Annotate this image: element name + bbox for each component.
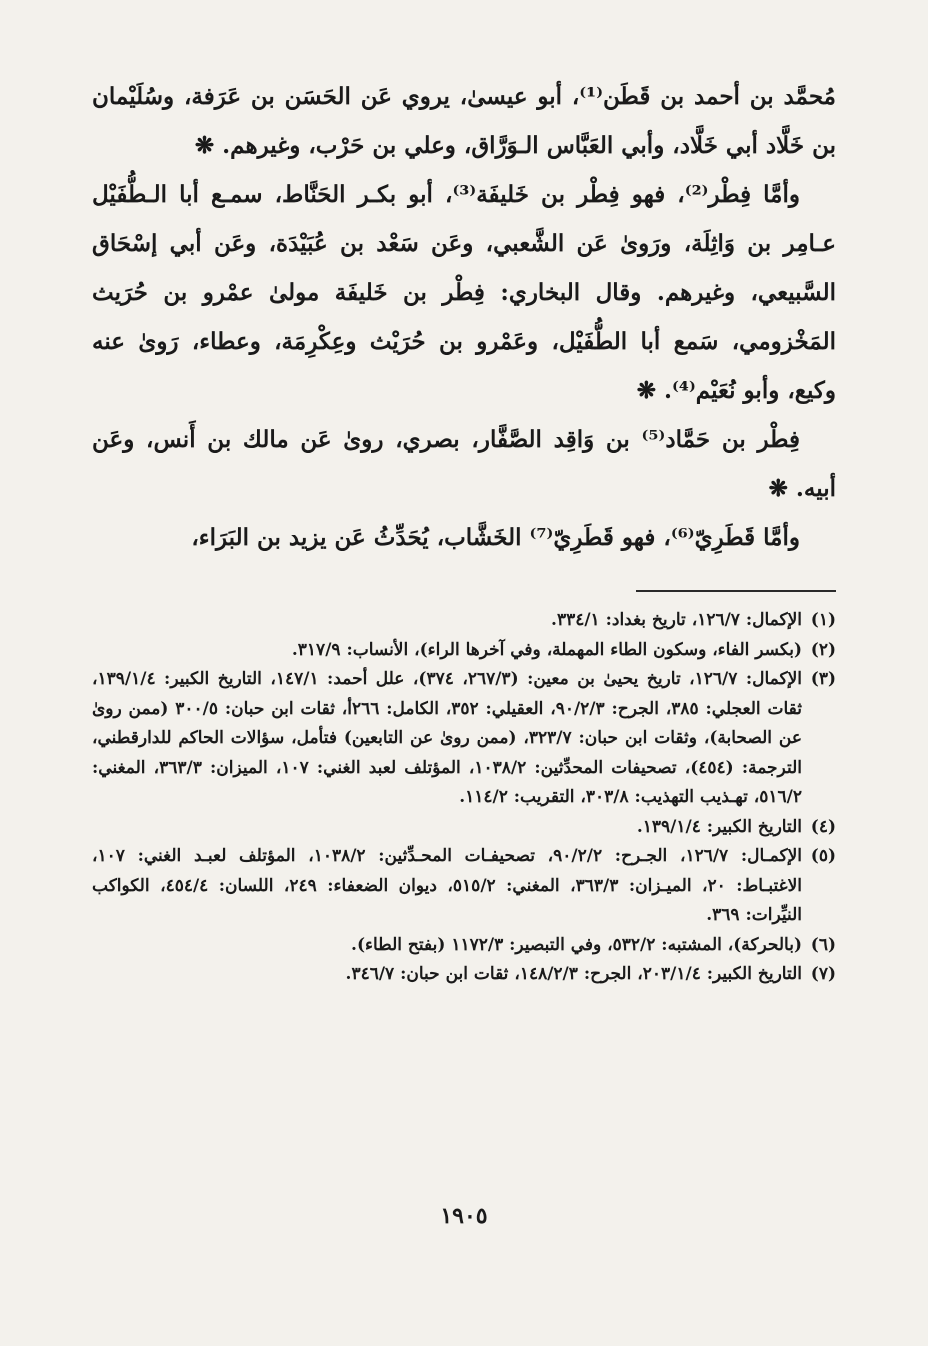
footnotes (92, 606, 836, 990)
footnote-item (92, 842, 836, 931)
footnote-text: التاريخ الكبير: ١٣٩/١/٤. (636, 816, 802, 837)
footnote-item (92, 606, 836, 636)
footnote-number: (٧) (810, 964, 836, 984)
footnote-separator (636, 590, 836, 592)
page-number: ١٩٠٥ (440, 1203, 488, 1229)
page-content (92, 72, 836, 990)
footnote-number: (٦) (810, 934, 836, 955)
footnote-item (92, 931, 836, 961)
footnote-item (92, 636, 836, 666)
footnote-text: الإكمال: ١٢٦/٧، تاريخ يحيىٰ بن معين: (٢٦٧/٣، ٣٧٤)، علل أحمد: ١٤٧/١، التاريخ الكبير: ١٣٩/١/٤، ثقات العجلي: ٣٨٥، الجرح: ٩٠/٢/٣، العقيلي: ٣٥٢، الكامل: ٢٦٦أ، ثقات ابن حبان: ٣٠٠/٥ (ممن روىٰ عن الصحابة)، وثقات ابن حبان: ٣٢٣/٧، (ممن روىٰ عن التابعين) فتأمل، سؤالات الحاكم للدارقطني، الترجمة: (٤٥٤)، تصحيفات المحدِّثين: ١٠٣٨/٢، المؤتلف لعبد الغني: ١٠٧، الميزان: ٣٦٣/٣، المغني: ٥١٦/٢، تهـذيب التهذيب: ٣٠٣/٨، التقريب: ١١٤/٢. (92, 669, 802, 807)
footnote-number: (٥) (810, 846, 836, 866)
footnote-number: (٣) (810, 669, 836, 689)
main-text (92, 72, 836, 562)
footnote-number: (٢) (810, 639, 836, 660)
footnote-text: (بالحركة)، المشتبه: ٥٣٢/٢، وفي التبصير: ١١٧٢/٣ (بفتح الطاء). (351, 934, 802, 955)
paragraph-muhammad-ibn-qatan: مُحمَّد بن أحمد بن قَطَن⁽¹⁾، أبو عيسىٰ، يروي عَن الحَسَن بن عَرَفة، وسُلَيْمان بن خَلَّاد أبي خَلَّاد، وأبي العَبَّاس الـوَرَّاق، وعلي بن حَرْب، وغيرهم. ❋ (92, 83, 836, 159)
paragraph-qatari: وأمَّا قَطَرِيّ⁽⁶⁾، فهو قَطَرِيّ⁽⁷⁾ الخَشَّاب، يُحَدِّثُ عَن يزيد بن البَرَاء، (191, 524, 800, 551)
footnote-number: (٤) (810, 816, 836, 837)
footnote-item (92, 813, 836, 843)
footnote-text: الإكمـال: ١٢٦/٧، الجـرح: ٩٠/٢/٢، تصحيفـات المحـدِّثين: ١٠٣٨/٢، المؤتلف لعبـد الغني: ١٠٧، الاغتبـاط: ٢٠، الميـزان: ٣٦٣/٣، المغني: ٥١٥/٢، ديوان الضعفاء: ٢٤٩، اللسان: ٤٥٤/٤، الكواكب النيِّرات: ٣٦٩. (92, 846, 802, 925)
footnote-text: الإكمال: ١٢٦/٧، تاريخ بغداد: ٣٣٤/١. (551, 610, 802, 630)
footnote-item (92, 665, 836, 813)
footnote-text: (بكسر الفاء، وسكون الطاء المهملة، وفي آخرها الراء)، الأنساب: ٣١٧/٩. (291, 639, 802, 660)
paragraph-fitr: وأمَّا فِطْر⁽²⁾، فهو فِطْر بن خَليفَة⁽³⁾، أبو بكـر الحَنَّاط، سمـع أبا الـطُّفَيْل عـامِر بن وَاثِلَة، ورَوىٰ عَن الشَّعبي، وعَن سَعْد بن عُبَيْدَة، وعَن أبي إسْحَاق السَّبيعي، وغيرهم. وقال البخاري: فِطْر بن خَليفَة مولىٰ عمْرو بن حُرَيث المَخْزومي، سَمع أبا الطُّفَيْل، وعَمْرو بن حُرَيْث وعِكْرِمَة، وعطاء، رَوىٰ عنه وكيع، وأبو نُعَيْم⁽⁴⁾. ❋ (92, 181, 836, 404)
footnote-number: (١) (810, 610, 836, 630)
footnote-item (92, 960, 836, 990)
footnote-text: التاريخ الكبير: ٢٠٣/١/٤، الجرح: ١٤٨/٢/٣، ثقات ابن حبان: ٣٤٦/٧. (345, 964, 802, 984)
paragraph-fitr-ibn-hammad: فِطْر بن حَمَّاد⁽⁵⁾ بن وَاقِد الصَّفَّار، بصري، روىٰ عَن مالك بن أَنس، وعَن أبيه. ❋ (92, 426, 836, 502)
